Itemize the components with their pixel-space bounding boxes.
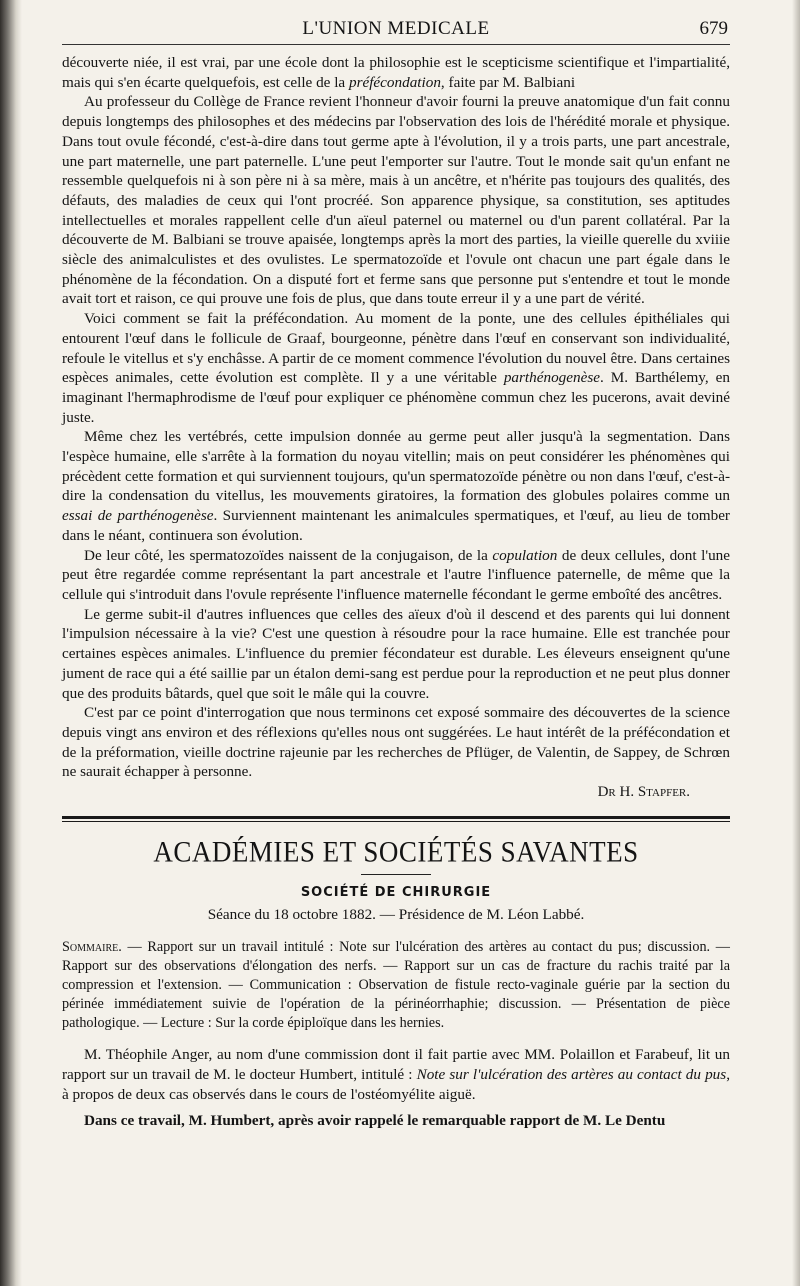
paragraph-2: Au professeur du Collège de France revient l'honneur d'avoir fourni la preuve anatomique d'un fait connu depuis longtemps des philosophes et des médecins par l'observation des lois de l'hérédité morale et physique. Dans tout ovule fécondé, c'est-à-dire dans tout germe apte à l'évolution, il y a trois parts, une part ancestrale, une part maternelle, une part paternelle. L'une peut l'emporter sur l'autre. Tout le monde sait qu'un enfant ne ressemble quelquefois ni à son père ni à sa mère, mais à un ancêtre, et n'hérite pas toujours des qualités, des défauts, des maladies de ceux qui l'ont procréé. Son apparence physique, sa constitution, ses aptitudes intellectuelles et morales rappellent celle d'un aïeul paternel ou maternel ou d'un parent collatéral. Par la découverte de M. Balbiani se trouve apaisée, longtemps après la mort des parties, la vieille querelle du xviiie siècle des animalculistes et des ovulistes. Le spermatozoïde et l'ovule ont chacun une part égale dans le phénomène de la fécondation. On a disputé fort et ferme sans que personne put s'entendre et tout le monde avait tort et raison, ce qui prouve une fois de plus, que dans toute erreur il y a une part de vérité. bbox=[62, 93, 730, 308]
paragraph-4-text-b: . Surviennent maintenant les animalcules spermatiques, et l'œuf, au lieu de tomber dans le néant, continuera son évolution. bbox=[62, 507, 730, 544]
report-paragraph-1-text-b: , à propos de deux cas observés dans le cours de l'ostéomyélite aiguë. bbox=[62, 1066, 730, 1104]
paragraph-4 bbox=[62, 427, 730, 545]
paragraph-1-tail: , faite par M. Balbiani bbox=[440, 73, 576, 91]
journal-page bbox=[62, 16, 730, 1131]
summary bbox=[62, 938, 730, 1033]
paragraph-4-text-a: Même chez les vertébrés, cette impulsion donnée au germe peut aller jusqu'à la segmentation. Dans l'espèce humaine, elle s'arrête à la formation du noyau vitellin; mais on peut considérer les phénomènes qui précèdent cette formation et qui surviennent toujours, qu'un spermatozoïde pénètre ou non dans l'œuf, c'est-à-dire la condensation du vitellus, les mouvements giratoires, la formation des globules polaires comme un bbox=[62, 428, 730, 505]
report-paragraph-1-italic: Note sur l'ulcération des artères au contact du pus bbox=[416, 1066, 727, 1084]
page-header bbox=[62, 16, 730, 45]
summary-text: — Rapport sur un travail intitulé : Note sur l'ulcération des artères au contact du pus; discussion. — Rapport sur des observations d'élongation des nerfs. — Rapport sur un cas de fracture du rachis traité par la compression et l'extension. — Communication : Observation de fistule recto-vaginale guérie par la section du périnée immédiatement suivie de l'opération de la périnéorrhaphie; discussion. — Présentation de pièce pathologique. — Lecture : Sur la corde épiploïque dans les hernies. bbox=[62, 939, 730, 1032]
paragraph-3-italic: parthénogenèse bbox=[503, 369, 600, 387]
author-signature: Dr H. Stapfer. bbox=[597, 784, 690, 801]
paragraph-1-text: découverte niée, il est vrai, par une école dont la philosophie est le scepticisme scientifique et l'impartialité, mais qui s'en écarte quelquefois, est celle de la bbox=[62, 54, 730, 91]
running-title: L'UNION MEDICALE bbox=[302, 18, 490, 39]
report-paragraph-2: Dans ce travail, M. Humbert, après avoir rappelé le remarquable rapport de M. Le Dentu bbox=[84, 1112, 666, 1130]
paragraph-7: C'est par ce point d'interrogation que nous terminons cet exposé sommaire des découvertes de la science depuis vingt ans environ et des réflexions qu'elles nous ont suggérées. Le haut intérêt de la préfécondation et de la préformation, vieille doctrine rajeunie par les recherches de Pflüger, de Valentin, de Sappey, de Schrœn ne saurait échapper à personne. bbox=[62, 704, 730, 781]
page-shadow-left bbox=[0, 0, 22, 1286]
page-number: 679 bbox=[699, 18, 728, 39]
paragraph-3 bbox=[62, 309, 730, 427]
report-body bbox=[62, 1045, 730, 1131]
paragraph-6: Le germe subit-il d'autres influences que celles des aïeux d'où il descend et des parents qui lui donnent l'impulsion nécessaire à la vie? C'est une question à résoudre pour la race humaine. Elle est tranchée pour certaines espèces animales. L'influence du premier fécondateur est durable. Les éleveurs enseignent qu'une jument de race qui a été saillie par un étalon demi-sang est perdue pour la reproduction et ne peut plus donner que des produits bâtards, quel que soit le mâle qui la couvre. bbox=[62, 605, 730, 702]
summary-label: Sommaire. bbox=[62, 939, 122, 956]
session-line: Séance du 18 octobre 1882. — Présidence de M. Léon Labbé. bbox=[207, 906, 585, 924]
paragraph-3-text-b: . M. Barthélemy, en imaginant l'hermaphrodisme de l'œuf pour expliquer ce phénomène commun chez les pucerons, avait deviné juste. bbox=[62, 369, 730, 426]
article-body bbox=[62, 53, 730, 802]
paragraph-5-text-a: De leur côté, les spermatozoïdes naissent de la conjugaison, de la bbox=[84, 546, 493, 564]
paragraph-5-text-b: de deux cellules, dont l'une peut être regardée comme représentant la part ancestrale et l'autre l'influence paternelle, de même que la cellule qui s'introduit dans l'ovule représente l'influence maternelle fécondant le germe emboîté des ancêtres. bbox=[62, 546, 730, 603]
paragraph-3-text-a: Voici comment se fait la préfécondation. Au moment de la ponte, une des cellules épithéliales qui entourent l'œuf dans le follicule de Graaf, bourgeonne, pénètre dans l'œuf en conservant son individualité, refoule le vitellus et s'y enchâsse. A partir de ce moment commence l'évolution du nouvel être. Dans certaines espèces animales, cette évolution est complète. Il y a une véritable bbox=[62, 310, 730, 387]
paragraph-1 bbox=[62, 53, 730, 92]
paragraph-4-italic: essai de parthénogenèse bbox=[62, 507, 214, 525]
page-shadow-right bbox=[792, 0, 800, 1286]
paragraph-1-italic: préfécondation bbox=[348, 73, 441, 91]
paragraph-5 bbox=[62, 546, 730, 605]
section-title: ACADÉMIES ET SOCIÉTÉS SAVANTES bbox=[153, 835, 639, 869]
report-paragraph-1-text-a: M. Théophile Anger, au nom d'une commission dont il fait partie avec MM. Polaillon et Farabeuf, lit un rapport sur un travail de M. le docteur Humbert, intitulé : bbox=[62, 1046, 730, 1084]
paragraph-5-italic: copulation bbox=[492, 546, 558, 564]
title-underline bbox=[361, 874, 431, 875]
report-paragraph-1 bbox=[62, 1045, 730, 1105]
society-title: SOCIÉTÉ DE CHIRURGIE bbox=[300, 885, 492, 901]
section-divider bbox=[62, 816, 730, 822]
